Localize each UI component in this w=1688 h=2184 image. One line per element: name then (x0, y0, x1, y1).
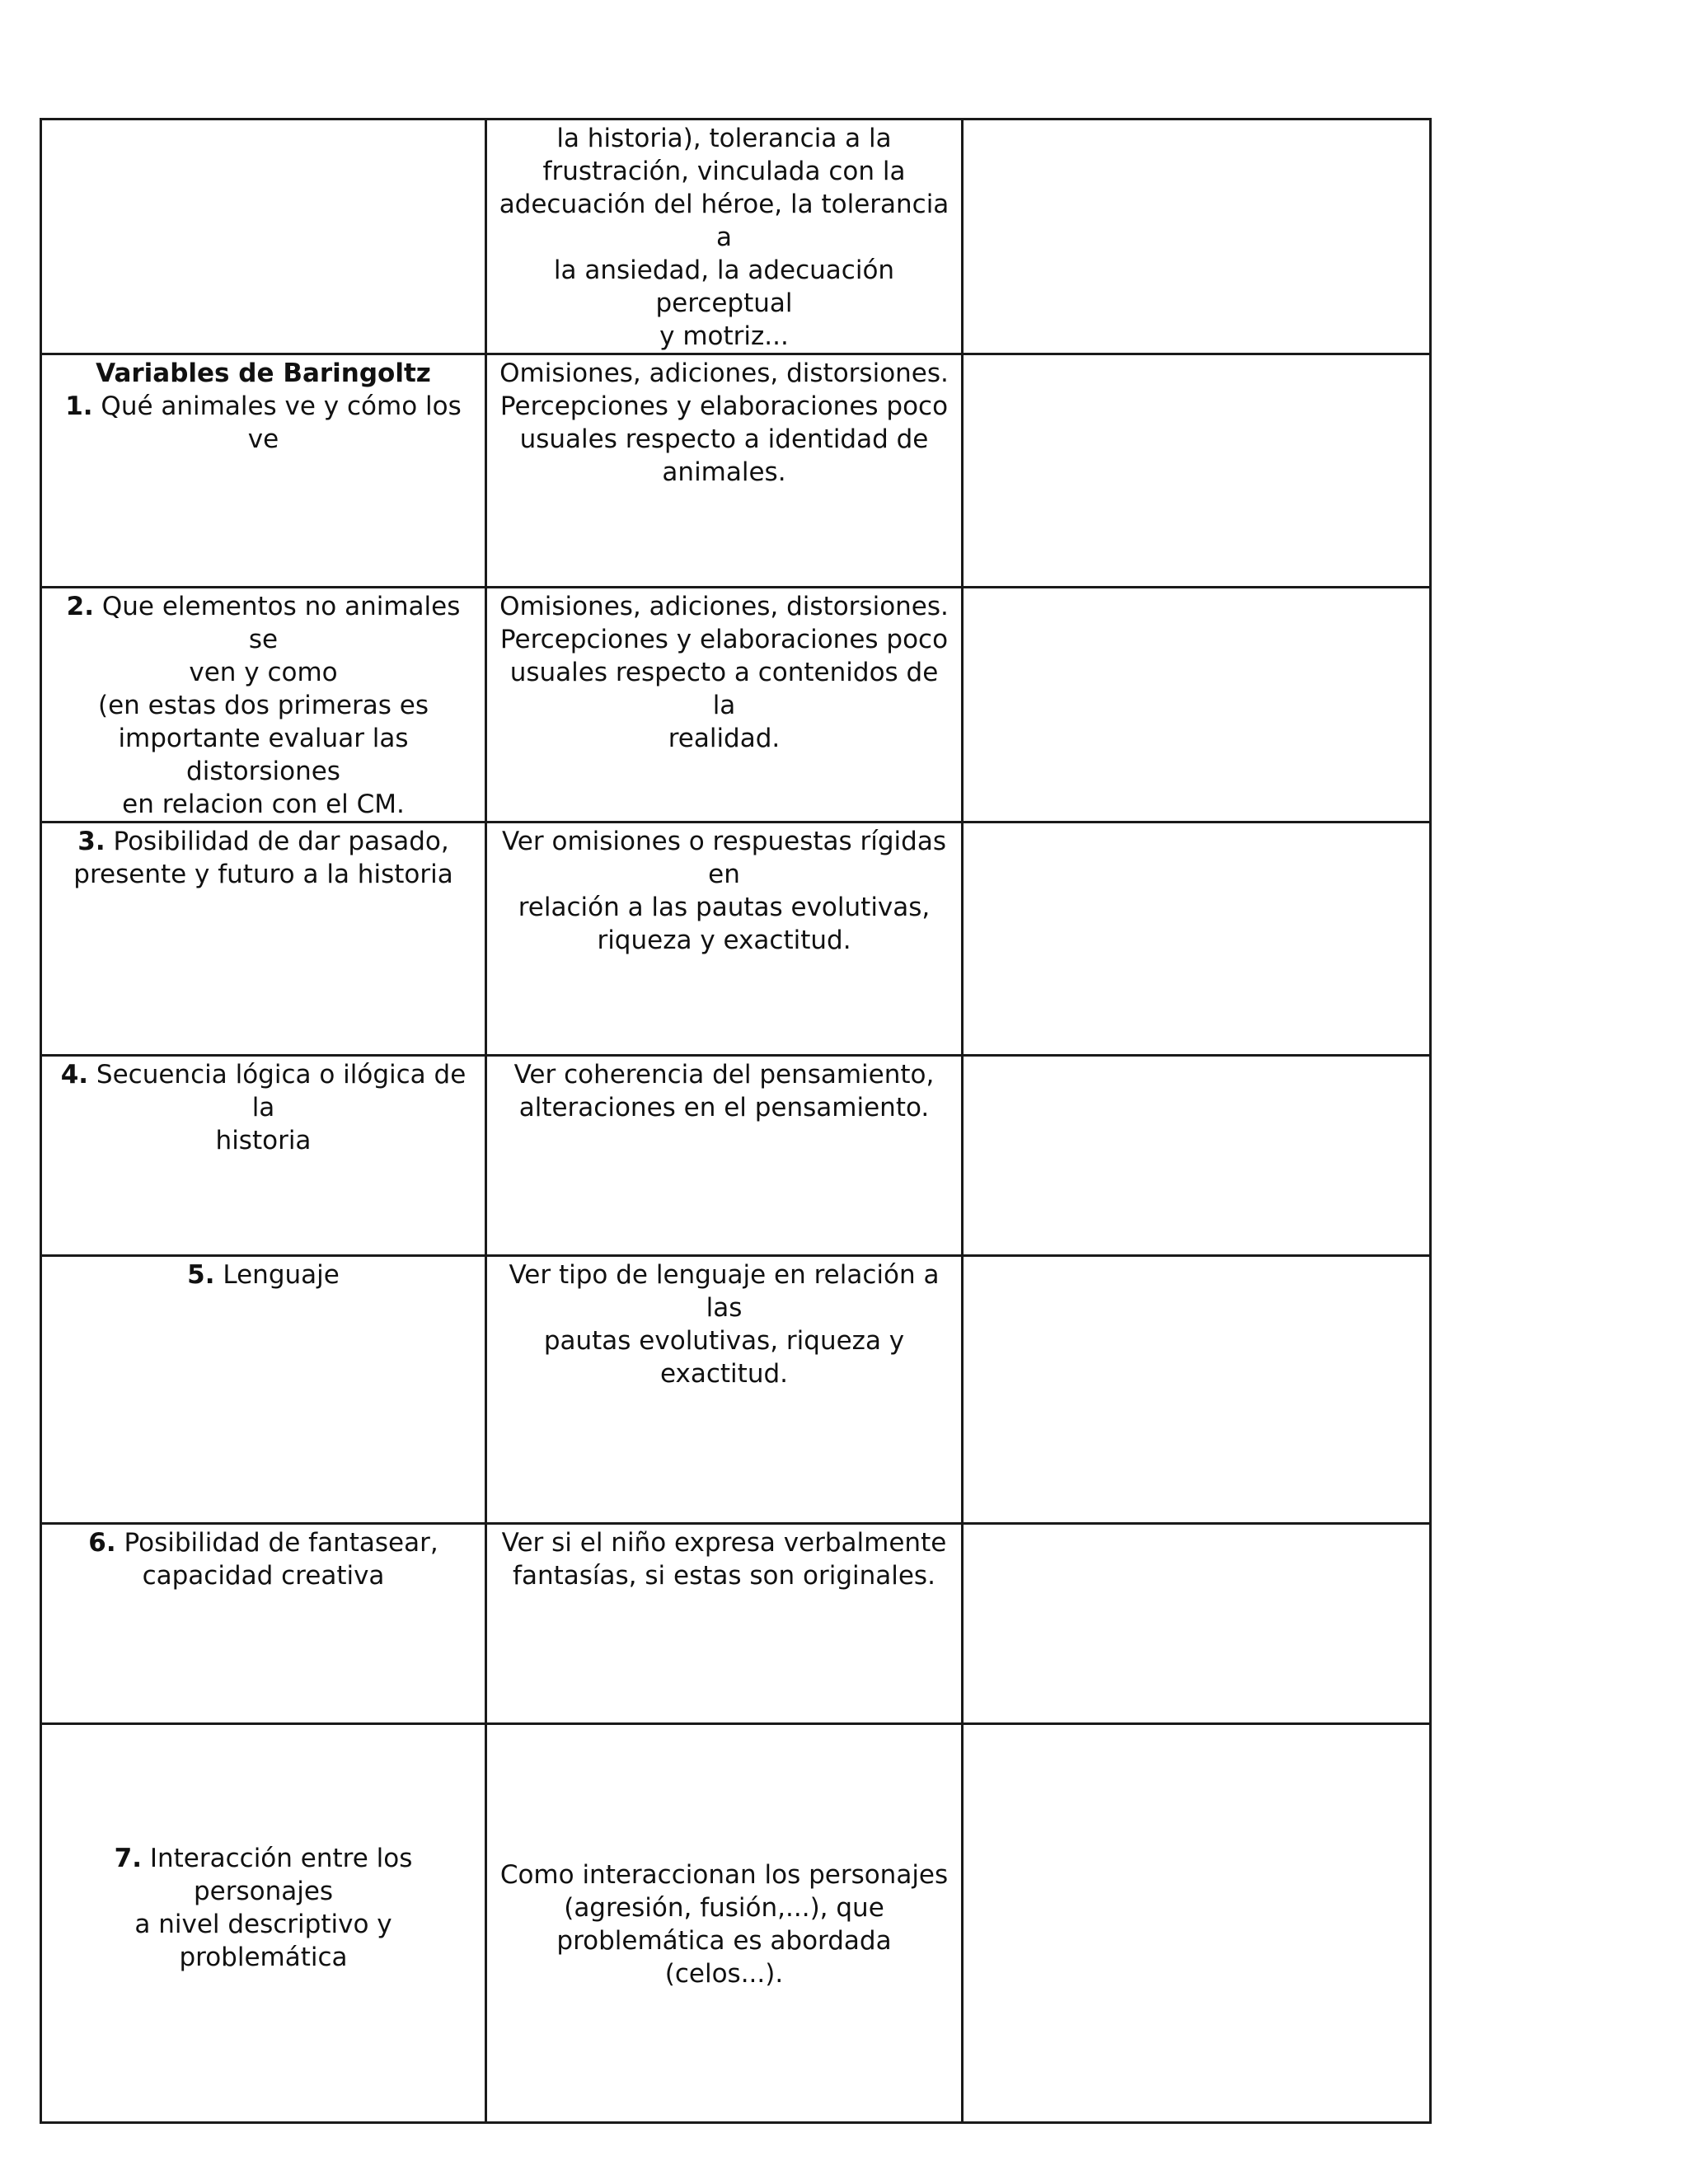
criterion-cell (41, 1256, 486, 1524)
observation-cell (486, 588, 963, 823)
notes-cell (963, 1056, 1431, 1256)
criterion-cell (41, 823, 486, 1056)
observation-line: la ansiedad, la adecuación perceptual (553, 255, 895, 318)
observation-line: relación a las pautas evolutivas, (518, 893, 931, 922)
criterion-line: capacidad creativa (142, 1561, 385, 1591)
criterion-line: ven y como (189, 658, 338, 687)
observation-cell (486, 1724, 963, 2123)
observation-line: Como interaccionan los personajes (499, 1859, 949, 1890)
criterion-number: 7. (114, 1843, 142, 1873)
criterion-cell (41, 1724, 486, 2123)
criterion-line (50, 390, 476, 456)
observation-line: alteraciones en el pensamiento. (518, 1093, 930, 1122)
criterion-text: Posibilidad de fantasear, (124, 1528, 438, 1558)
criterion-text: Qué animales ve y cómo los ve (101, 391, 462, 454)
criterion-text: Lenguaje (223, 1260, 340, 1290)
criterion-cell (41, 588, 486, 823)
criterion-text: Secuencia lógica o ilógica de la (96, 1060, 467, 1122)
observation-cell (486, 1056, 963, 1256)
observation-line: Percepciones y elaboraciones poco (499, 625, 949, 654)
observation-line: usuales respecto a contenidos de la (509, 658, 939, 720)
notes-cell (963, 1256, 1431, 1524)
observation-line: frustración, vinculada con la (542, 157, 906, 186)
notes-cell (963, 588, 1431, 823)
observation-line: adecuación del héroe, la tolerancia a (499, 190, 950, 252)
observation-line: Ver omisiones o respuestas rígidas en (502, 827, 946, 889)
observation-line: pautas evolutivas, riqueza y (543, 1326, 905, 1356)
table-row (41, 1724, 1431, 2123)
observation-line: problemática es abordada (celos...). (556, 1925, 892, 1989)
criterion-text: Que elementos no animales se (101, 592, 461, 654)
table-row (41, 823, 1431, 1056)
notes-cell (963, 823, 1431, 1056)
criterion-text: Posibilidad de dar pasado, (113, 827, 449, 856)
observation-line: realidad. (668, 724, 781, 753)
observation-line: Percepciones y elaboraciones poco (499, 391, 949, 421)
table-row (41, 588, 1431, 823)
observation-cell (486, 120, 963, 354)
table-row (41, 1524, 1431, 1724)
observation-line: (agresión, fusión,...), que (564, 1892, 884, 1923)
observation-line: usuales respecto a identidad de (519, 424, 929, 454)
observation-line: exactitud. (659, 1359, 788, 1389)
evaluation-table (40, 118, 1432, 2124)
criterion-number: 3. (77, 827, 106, 856)
observation-line: Omisiones, adiciones, distorsiones. (499, 359, 949, 388)
table-row (41, 1256, 1431, 1524)
observation-line: la historia), tolerancia a la (556, 124, 892, 153)
criterion-cell (41, 1524, 486, 1724)
observation-line: y motriz... (659, 321, 789, 351)
observation-line: animales. (662, 457, 786, 487)
criterion-line (50, 1258, 476, 1291)
observation-line: Omisiones, adiciones, distorsiones. (499, 592, 949, 621)
observation-cell (486, 823, 963, 1056)
criterion-line: presente y futuro a la historia (73, 860, 453, 889)
criterion-line: importante evaluar las distorsiones (118, 724, 409, 786)
observation-line: riqueza y exactitud. (597, 926, 851, 955)
criterion-line (50, 825, 476, 858)
notes-cell (963, 120, 1431, 354)
observation-line: Ver coherencia del pensamiento, (513, 1060, 935, 1090)
observation-cell (486, 1256, 963, 1524)
criterion-number: 2. (66, 592, 94, 621)
criterion-cell (41, 1056, 486, 1256)
observation-cell (486, 1524, 963, 1724)
criterion-number: 5. (187, 1260, 215, 1290)
criterion-line: (en estas dos primeras es (98, 691, 429, 720)
criterion-line: a nivel descriptivo y problemática (134, 1909, 392, 1972)
observation-cell (486, 354, 963, 588)
section-heading: Variables de Baringoltz (96, 359, 431, 388)
criterion-number: 4. (60, 1060, 89, 1090)
observation-line: fantasías, si estas son originales. (513, 1561, 935, 1591)
criterion-cell (41, 120, 486, 354)
table-row (41, 354, 1431, 588)
criterion-cell (41, 354, 486, 588)
notes-cell (963, 354, 1431, 588)
criterion-line (50, 1058, 476, 1124)
table-row (41, 120, 1431, 354)
notes-cell (963, 1724, 1431, 2123)
criterion-number: 1. (65, 391, 93, 421)
criterion-line (50, 1842, 476, 1908)
criterion-line: en relacion con el CM. (122, 790, 405, 819)
criterion-line-spacer (50, 1974, 476, 2007)
table-row (41, 1056, 1431, 1256)
criterion-line: historia (215, 1126, 312, 1155)
notes-cell (963, 1524, 1431, 1724)
criterion-number: 6. (88, 1528, 116, 1558)
observation-line: Ver tipo de lenguaje en relación a las (509, 1260, 940, 1323)
criterion-text: Interacción entre los personajes (149, 1843, 413, 1906)
criterion-line (50, 1526, 476, 1559)
criterion-line (50, 590, 476, 656)
observation-line: Ver si el niño expresa verbalmente (501, 1528, 947, 1558)
